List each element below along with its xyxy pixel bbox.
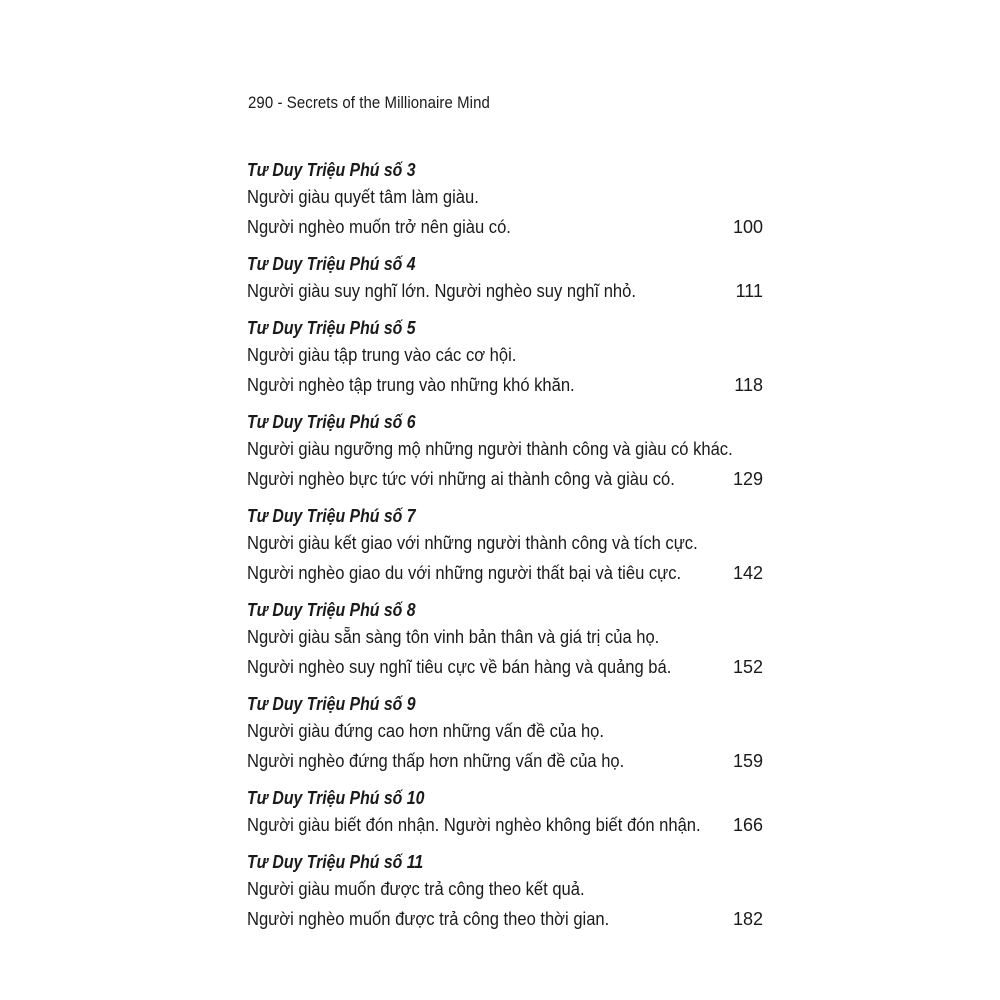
toc-entry-line-text: Người giàu quyết tâm làm giàu. <box>247 187 479 207</box>
toc-page-number: 118 <box>734 375 763 395</box>
table-of-contents <box>247 158 763 944</box>
toc-entry-title: Tư Duy Triệu Phú số 7 <box>247 506 416 526</box>
toc-entry-lines <box>247 434 763 494</box>
toc-entry-line-text: Người giàu biết đón nhận. Người nghèo không biết đón nhận. <box>247 815 701 835</box>
toc-entry-line <box>247 212 763 242</box>
toc-page-number: 111 <box>735 281 763 301</box>
toc-entry-line <box>247 652 763 682</box>
toc-entry-line <box>247 370 763 400</box>
toc-entry-line-text: Người nghèo bực tức với những ai thành công và giàu có. <box>247 469 675 489</box>
toc-entry-lines <box>247 622 763 682</box>
toc-entry-line <box>247 716 763 746</box>
toc-entry-line <box>247 434 763 464</box>
toc-entry-title: Tư Duy Triệu Phú số 6 <box>247 412 416 432</box>
toc-entry-lines <box>247 182 763 242</box>
toc-entry-line-text: Người nghèo giao du với những người thất bại và tiêu cực. <box>247 563 682 583</box>
toc-entry-lines <box>247 874 763 934</box>
toc-entry <box>247 598 763 682</box>
toc-entry-title: Tư Duy Triệu Phú số 8 <box>247 600 416 620</box>
toc-entry-line <box>247 340 763 370</box>
toc-entry-line <box>247 464 763 494</box>
toc-entry-line-text: Người giàu muốn được trả công theo kết quả. <box>247 879 585 899</box>
toc-entry <box>247 158 763 242</box>
toc-entry-line <box>247 874 763 904</box>
toc-entry-line-text: Người nghèo muốn được trả công theo thời gian. <box>247 909 610 929</box>
toc-entry-line <box>247 622 763 652</box>
toc-entry-line <box>247 558 763 588</box>
toc-entry-title: Tư Duy Triệu Phú số 3 <box>247 160 416 180</box>
toc-entry-line <box>247 528 763 558</box>
toc-entry <box>247 316 763 400</box>
toc-entry-line-text: Người giàu sẵn sàng tôn vinh bản thân và giá trị của họ. <box>247 627 660 647</box>
toc-entry <box>247 252 763 306</box>
toc-entry-line-text: Người giàu kết giao với những người thành công và tích cực. <box>247 533 698 553</box>
toc-page-number: 129 <box>732 469 763 489</box>
toc-entry-line-text: Người nghèo đứng thấp hơn những vấn đề của họ. <box>247 751 625 771</box>
toc-entry-line <box>247 182 763 212</box>
toc-entry-line <box>247 810 763 840</box>
toc-entry-lines <box>247 810 763 840</box>
toc-entry-line-text: Người nghèo suy nghĩ tiêu cực về bán hàng và quảng bá. <box>247 657 672 677</box>
toc-entry-lines <box>247 340 763 400</box>
running-header: 290 - Secrets of the Millionaire Mind <box>248 93 490 112</box>
toc-entry-lines <box>247 716 763 776</box>
toc-entry <box>247 786 763 840</box>
toc-entry-line-text: Người giàu tập trung vào các cơ hội. <box>247 345 517 365</box>
toc-page-number: 152 <box>732 657 763 677</box>
toc-entry-title: Tư Duy Triệu Phú số 5 <box>247 318 416 338</box>
toc-entry-line-text: Người nghèo muốn trở nên giàu có. <box>247 217 511 237</box>
toc-entry <box>247 850 763 934</box>
toc-entry-line-text: Người giàu suy nghĩ lớn. Người nghèo suy nghĩ nhỏ. <box>247 281 636 301</box>
toc-entry-line <box>247 746 763 776</box>
toc-entry <box>247 504 763 588</box>
toc-page-number: 100 <box>732 217 763 237</box>
toc-entry-line-text: Người nghèo tập trung vào những khó khăn. <box>247 375 575 395</box>
toc-page-number: 159 <box>732 751 763 771</box>
toc-page-number: 142 <box>732 563 763 583</box>
toc-page-number: 166 <box>732 815 763 835</box>
toc-entry-title: Tư Duy Triệu Phú số 9 <box>247 694 416 714</box>
toc-entry-title: Tư Duy Triệu Phú số 4 <box>247 254 416 274</box>
toc-entry-line-text: Người giàu ngưỡng mộ những người thành công và giàu có khác. <box>247 439 733 459</box>
toc-entry <box>247 692 763 776</box>
toc-entry-line <box>247 276 763 306</box>
toc-entry-lines <box>247 276 763 306</box>
toc-page-number: 182 <box>732 909 763 929</box>
toc-entry-title: Tư Duy Triệu Phú số 11 <box>247 852 424 872</box>
toc-entry-title: Tư Duy Triệu Phú số 10 <box>247 788 425 808</box>
toc-entry-line <box>247 904 763 934</box>
toc-entry <box>247 410 763 494</box>
toc-entry-lines <box>247 528 763 588</box>
toc-entry-line-text: Người giàu đứng cao hơn những vấn đề của họ. <box>247 721 604 741</box>
